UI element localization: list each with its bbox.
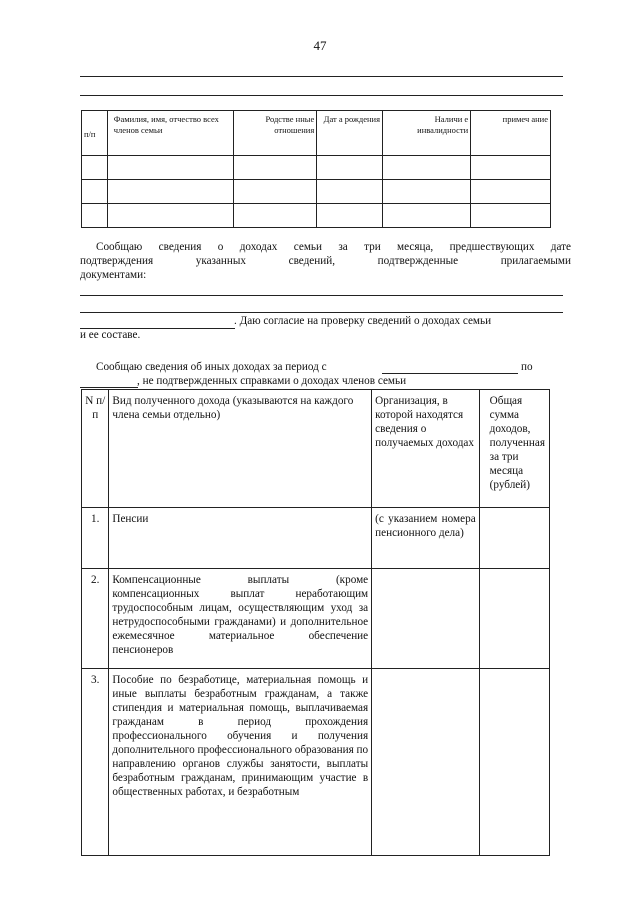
other-income-line-2: , не подтвержденных справками о доходах членов семьи — [137, 375, 407, 387]
income-type-cell: Компенсационные выплаты (кроме компенсационных выплат неработающим трудоспособным лицам, осуществляющим уход за нетрудоспособными гражданами) и дополнительное ежемесячное материальное обеспечение пенсионеров — [109, 569, 372, 669]
table-row — [82, 156, 551, 180]
header-cell-num: п/п — [82, 111, 108, 156]
header-cell-name — [107, 111, 233, 156]
total-sum-cell[interactable] — [479, 508, 549, 569]
table-row — [82, 180, 551, 204]
header-cell-total-sum: Общая сумма доходов, полученная за три месяца (рублей) — [479, 390, 549, 508]
header-cell-name-text: Фамилия, имя, отчество всех членов семьи — [113, 114, 219, 135]
row-number: 1. — [82, 508, 109, 569]
period-start-blank[interactable] — [382, 373, 518, 374]
table-cell[interactable] — [107, 204, 233, 228]
consent-line-1: . Даю согласие на проверку сведений о доходах семьи — [234, 315, 492, 327]
page-number: 47 — [313, 38, 327, 53]
table-row — [82, 204, 551, 228]
other-income-line-1: Сообщаю сведения об иных доходах за период с — [96, 361, 327, 373]
table-row — [82, 508, 550, 569]
income-paragraph-line-1: Сообщаю сведения о доходах семьи за три месяца, предшествующих дате — [96, 241, 571, 253]
table-cell[interactable] — [383, 204, 471, 228]
header-cell-income-type: Вид полученного дохода (указываются на каждого члена семьи отдельно) — [109, 390, 372, 508]
table-cell[interactable] — [233, 180, 317, 204]
table-cell[interactable] — [82, 180, 108, 204]
table-cell[interactable] — [317, 156, 383, 180]
header-cell-note-text: примеч ание — [502, 114, 548, 124]
table-cell[interactable] — [233, 204, 317, 228]
income-paragraph-line-3: документами: — [80, 269, 147, 281]
income-paragraph-line-2: подтверждения указанных сведений, подтвержденные прилагаемыми — [80, 255, 571, 267]
income-table — [81, 389, 550, 856]
family-members-table — [81, 110, 551, 228]
header-cell-birthdate — [317, 111, 383, 156]
blank-line — [80, 76, 563, 77]
table-cell[interactable] — [317, 204, 383, 228]
table-row — [82, 669, 550, 856]
table-cell[interactable] — [82, 204, 108, 228]
header-cell-num: N п/п — [82, 390, 109, 508]
table-cell[interactable] — [471, 180, 551, 204]
consent-line-2: и ее составе. — [80, 329, 141, 341]
blank-line — [80, 95, 563, 96]
table-cell[interactable] — [107, 156, 233, 180]
table-row — [82, 569, 550, 669]
blank-line — [80, 312, 563, 313]
table-cell[interactable] — [317, 180, 383, 204]
header-cell-birthdate-text: Дат а рождения — [323, 114, 380, 124]
table-cell[interactable] — [383, 180, 471, 204]
income-type-cell: Пособие по безработице, материальная помощь и иные выплаты безработным гражданам, а также стипендия и материальная помощь, выплачиваемая гражданам в период прохождения профессионального обучения и получения дополнительного профессионального образования по направлению органов службы занятости, выплаты безработным гражданам, принимающим участие в общественных работах, и безработным — [109, 669, 372, 856]
table-cell[interactable] — [471, 204, 551, 228]
row-number: 2. — [82, 569, 109, 669]
income-type-cell: Пенсии — [109, 508, 372, 569]
other-income-period-end: по — [521, 361, 533, 373]
table-cell[interactable] — [471, 156, 551, 180]
header-cell-relation — [233, 111, 317, 156]
table-cell[interactable] — [82, 156, 108, 180]
table-cell[interactable] — [383, 156, 471, 180]
table-header-row — [82, 390, 550, 508]
total-sum-cell[interactable] — [479, 669, 549, 856]
organization-cell[interactable] — [372, 669, 480, 856]
blank-line — [80, 295, 563, 296]
organization-cell[interactable] — [372, 569, 480, 669]
header-cell-disability-text: Наличи е инвалидности — [417, 114, 469, 135]
period-end-blank[interactable] — [80, 387, 138, 388]
header-cell-note — [471, 111, 551, 156]
table-cell[interactable] — [107, 180, 233, 204]
header-cell-organization: Организация, в которой находятся сведения о получаемых доходах — [372, 390, 480, 508]
header-cell-relation-text: Родстве нные отношения — [265, 114, 315, 135]
table-cell[interactable] — [233, 156, 317, 180]
total-sum-cell[interactable] — [479, 569, 549, 669]
header-cell-disability — [383, 111, 471, 156]
row-number: 3. — [82, 669, 109, 856]
organization-cell[interactable]: (с указанием номера пенсионного дела) — [372, 508, 480, 569]
table-header-row — [82, 111, 551, 156]
